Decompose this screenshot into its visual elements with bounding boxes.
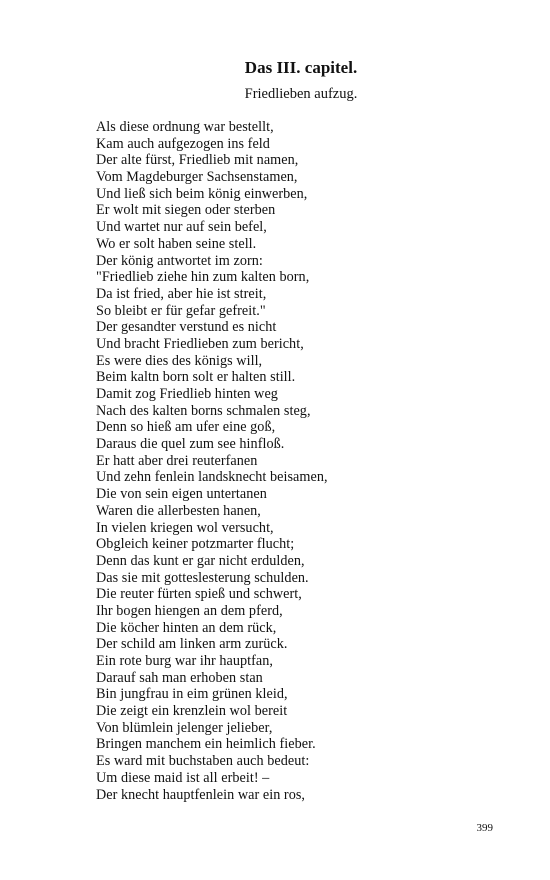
verse-body (96, 119, 328, 803)
verse-line: Vom Magdeburger Sachsenstamen, (96, 169, 298, 186)
verse-line: So bleibt er für gefar gefreit." (96, 302, 266, 319)
verse-line: Kam auch aufgezogen ins feld (96, 135, 270, 152)
verse-line: Ein rote burg war ihr hauptfan, (96, 653, 274, 669)
verse-line: Von blümlein jelenger jelieber, (96, 719, 273, 736)
verse-line: Bin jungfrau in eim grünen kleid, (96, 686, 288, 703)
verse-line: Es were dies des königs will, (96, 352, 263, 369)
verse-line: Er hatt aber drei reuterfanen (96, 452, 258, 469)
verse-line: Der knecht hauptfenlein war ein ros, (96, 786, 306, 803)
verse-line: Als diese ordnung war bestellt, (96, 119, 274, 135)
verse-line: Der alte fürst, Friedlieb mit namen, (96, 152, 299, 169)
verse-line: Waren die allerbesten hanen, (96, 502, 261, 519)
verse-line: Nach des kalten borns schmalen steg, (96, 402, 311, 419)
verse-line: Denn so hieß am ufer eine goß, (96, 419, 276, 436)
verse-line: Bringen manchem ein heimlich fieber. (96, 736, 316, 753)
page-number: 399 (476, 822, 493, 834)
verse-line: Der könig antwortet im zorn: (96, 252, 263, 269)
verse-line: Die reuter fürten spieß und schwert, (96, 586, 302, 603)
verse-line: Obgleich keiner potzmarter flucht; (96, 536, 295, 553)
verse-line: Und wartet nur auf sein befel, (96, 219, 267, 236)
verse-line: Denn das kunt er gar nicht erdulden, (96, 552, 305, 569)
verse-line: Um diese maid ist all erbeit! – (96, 769, 270, 786)
verse-line: Ihr bogen hiengen an dem pferd, (96, 602, 283, 619)
verse-line: Die von sein eigen untertanen (96, 486, 267, 503)
chapter-title: Das III. capitel. (244, 58, 358, 77)
verse-line: Und zehn fenlein landsknecht beisamen, (96, 469, 328, 486)
verse-line: Der schild am linken arm zurück. (96, 636, 288, 653)
verse-line: Da ist fried, aber hie ist streit, (96, 285, 267, 302)
verse-line: Damit zog Friedlieb hinten weg (96, 386, 278, 402)
verse-line: In vielen kriegen wol versucht, (96, 519, 274, 536)
verse-line: Die köcher hinten an dem rück, (96, 619, 277, 636)
verse-line: Der gesandter verstund es nicht (96, 319, 277, 336)
verse-line: Es ward mit buchstaben auch bedeut: (96, 753, 310, 770)
verse-line: Daraus die quel zum see hinfloß. (96, 436, 285, 453)
verse-line: Und ließ sich beim könig einwerben, (96, 185, 308, 202)
verse-line: Beim kaltn born solt er halten still. (96, 369, 296, 386)
verse-line: "Friedlieb ziehe hin zum kalten born, (96, 269, 310, 286)
verse-line: Die zeigt ein krenzlein wol bereit (96, 703, 288, 720)
verse-line: Er wolt mit siegen oder sterben (96, 202, 276, 219)
verse-line: Und bracht Friedlieben zum bericht, (96, 335, 304, 352)
verse-line: Wo er solt haben seine stell. (96, 235, 257, 252)
chapter-subtitle: Friedlieben aufzug. (244, 86, 358, 102)
verse-line: Darauf sah man erhoben stan (96, 669, 263, 686)
verse-line: Das sie mit gotteslesterung schulden. (96, 569, 309, 586)
